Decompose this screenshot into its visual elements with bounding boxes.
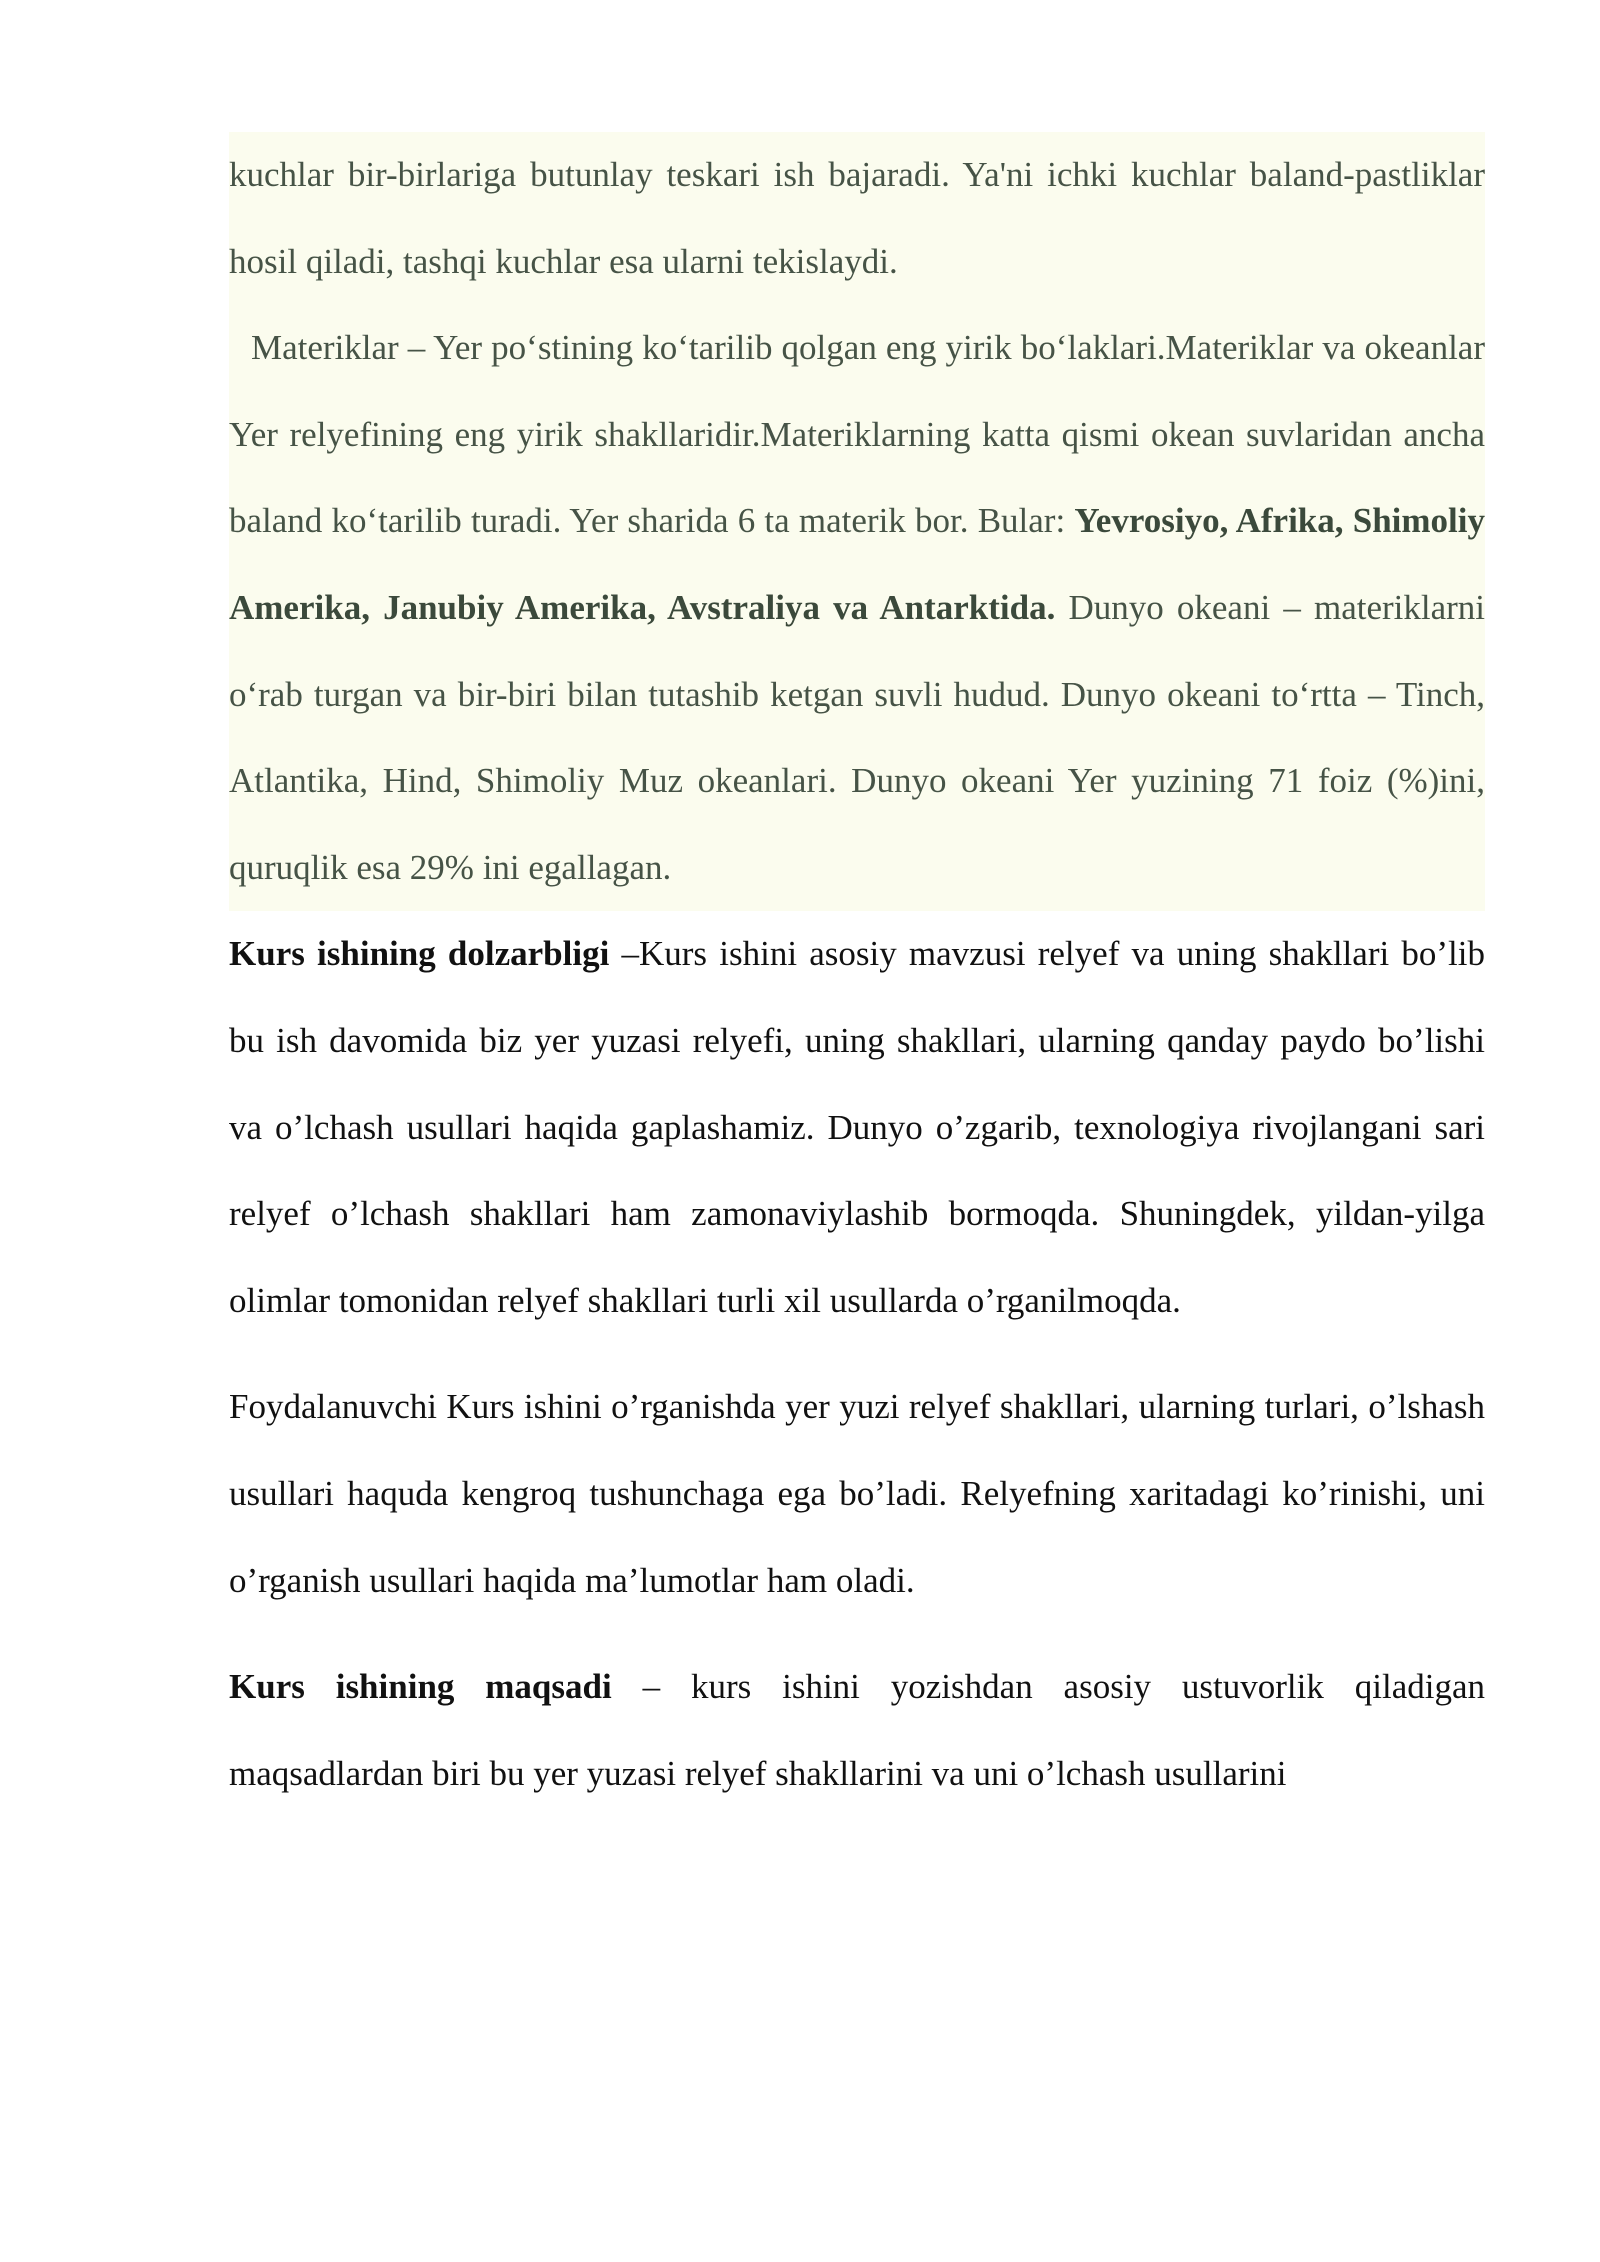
paragraph-continents xyxy=(229,305,1485,911)
paragraph-relevance xyxy=(229,911,1485,1344)
paragraph-goal xyxy=(229,1644,1485,1817)
paragraph-user xyxy=(229,1364,1485,1624)
relevance-heading: Kurs ishining dolzarbligi xyxy=(229,934,610,974)
document-body xyxy=(229,132,1485,1817)
paragraph-relevance-text: –Kurs ishini asosiy mavzusi relyef va uning shakllari bo’lib bu ish davomida biz yer yuzasi relyefi, uning shakllari, ularning qanday paydo bo’lishi va o’lchash usullari haqida gaplashamiz. Dunyo o’zgarib, texnologiya rivojlangani sari relyef o’lchash shakllari ham zamonaviylashib bormoqda. Shuningdek, yildan-yilga olimlar tomonidan relyef shakllari turli xil usullarda o’rganilmoqda. xyxy=(229,934,1485,1320)
continents-list: Yevrosiyo, Afrika, Shimoliy Amerika, Janubiy Amerika, Avstraliya va Antarktida. xyxy=(229,501,1485,627)
paragraph-user-text: Foydalanuvchi Kurs ishini o’rganishda yer yuzi relyef shakllari, ularning turlari, o’lshash usullari haquda kengroq tushunchaga ega bo’ladi. Relyefning xaritadagi ko’rinishi, uni o’rganish usullari haqida ma’lumotlar ham oladi. xyxy=(229,1387,1485,1600)
paragraph-continents-text-after: Dunyo okeani – materiklarni o‘rab turgan va bir-biri bilan tutashib ketgan suvli hudud. Dunyo okeani to‘rtta – Tinch, Atlantika, Hind, Shimoliy Muz okeanlari. Dunyo okeani Yer yuzining 71 foiz (%)ini, quruqlik esa 29% ini egallagan. xyxy=(229,587,1486,887)
highlighted-section xyxy=(229,132,1485,911)
paragraph-forces-text: kuchlar bir-birlariga butunlay teskari ish bajaradi. Ya'ni ichki kuchlar baland-pastliklar hosil qiladi, tashqi kuchlar esa ularni tekislaydi. xyxy=(229,155,1485,281)
paragraph-continents-text-before: Materiklar – Yer po‘stining ko‘tarilib qolgan eng yirik bo‘laklari.Materiklar va okeanlar Yer relyefining eng yirik shakllaridir.Materiklarning katta qismi okean suvlaridan ancha baland ko‘tarilib turadi. Yer sharida 6 ta materik bor. Bular: xyxy=(229,328,1485,541)
goal-heading: Kurs ishining maqsadi xyxy=(229,1667,612,1707)
paragraph-goal-text: – kurs ishini yozishdan asosiy ustuvorlik qiladigan maqsadlardan biri bu yer yuzasi relyef shakllarini va uni o’lchash usullarini xyxy=(229,1667,1485,1793)
paragraph-forces xyxy=(229,132,1485,305)
